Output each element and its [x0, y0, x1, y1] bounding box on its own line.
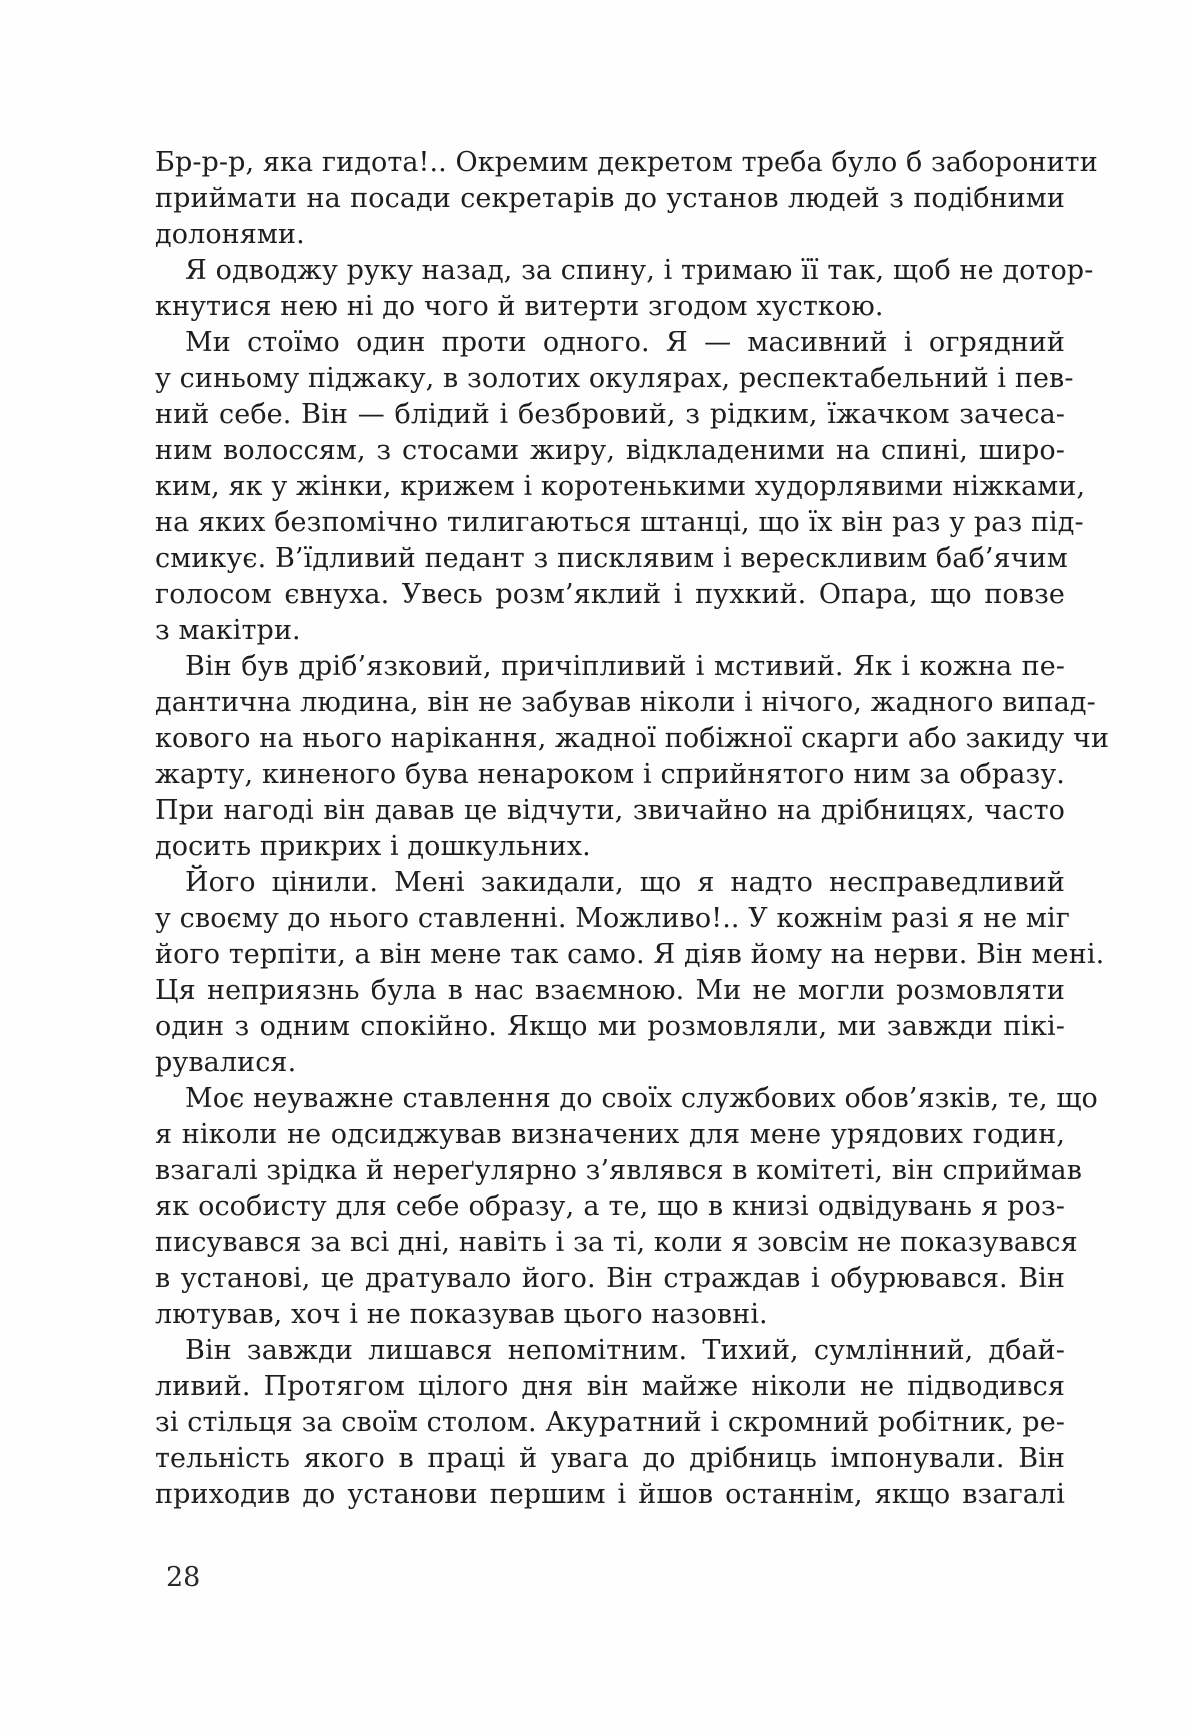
- text-line: Бр-р-р, яка гидота!.. Окремим декретом треба було б заборонити: [155, 147, 1098, 178]
- text-line: досить прикрих і дошкульних.: [155, 831, 591, 862]
- text-line: один з одним спокійно. Якщо ми розмовляли, ми завжди пікі-: [155, 1011, 1065, 1042]
- text-line: Він завжди лишався непомітним. Тихий, сумлінний, дбай-: [185, 1335, 1065, 1366]
- page-text-block: [155, 145, 1110, 1513]
- paragraph: [155, 253, 1094, 325]
- text-line: як особисту для себе образу, а те, що в книзі одвідувань я роз-: [155, 1191, 1065, 1222]
- text-line: рувалися.: [155, 1047, 297, 1078]
- paragraph: [155, 1333, 1065, 1513]
- text-line: лютував, хоч і не показував цього назовні.: [155, 1299, 768, 1330]
- text-line: з макітри.: [155, 615, 301, 646]
- text-line: писувався за всі дні, навіть і за ті, коли я зовсім не показувався: [155, 1227, 1078, 1258]
- text-line: долонями.: [155, 219, 305, 250]
- page-number: 28: [166, 1562, 201, 1593]
- paragraph: [155, 1081, 1098, 1333]
- text-line: Його цінили. Мені закидали, що я надто несправедливий: [185, 867, 1065, 898]
- text-line: кнутися нею ні до чого й витерти згодом хусткою.: [155, 291, 884, 322]
- text-line: ким, як у жінки, крижем і коротенькими худорлявими ніжками,: [155, 471, 1086, 502]
- text-line: тельність якого в праці й увага до дрібниць імпонували. Він: [155, 1443, 1065, 1474]
- text-line: смикує. В’їдливий педант з писклявим і верескливим баб’ячим: [155, 543, 1068, 574]
- paragraph: [155, 325, 1086, 649]
- page-footer: [166, 1560, 200, 1596]
- text-line: ливий. Протягом цілого дня він майже ніколи не підводився: [155, 1371, 1065, 1402]
- text-line: приймати на посади секретарів до установ людей з подібними: [155, 183, 1065, 214]
- text-line: Моє неуважне ставлення до своїх службових обов’язків, те, що: [185, 1083, 1098, 1114]
- text-line: При нагоді він давав це відчути, звичайно на дрібницях, часто: [155, 795, 1065, 826]
- text-line: на яких безпомічно тилигаються штанці, що їх він раз у раз під-: [155, 507, 1084, 538]
- text-line: зі стільця за своїм столом. Акуратний і скромний робітник, ре-: [155, 1407, 1065, 1438]
- text-line: я ніколи не одсиджував визначених для мене урядових годин,: [155, 1119, 1065, 1150]
- paragraph: [155, 649, 1110, 865]
- text-line: ним волоссям, з стосами жиру, відкладеними на спині, широ-: [155, 435, 1065, 466]
- text-line: ний себе. Він — блідий і безбровий, з рідким, їжачком зачеса-: [155, 399, 1065, 430]
- text-line: приходив до установи першим і йшов останнім, якщо взагалі: [155, 1479, 1065, 1510]
- text-line: у синьому піджаку, в золотих окулярах, респектабельний і пев-: [155, 363, 1074, 394]
- paragraph: [155, 865, 1105, 1081]
- text-line: Ця неприязнь була в нас взаємною. Ми не могли розмовляти: [155, 975, 1065, 1006]
- text-line: у своєму до нього ставленні. Можливо!.. У кожнім разі я не міг: [155, 903, 1071, 934]
- text-line: Я одводжу руку назад, за спину, і тримаю її так, щоб не дотор-: [185, 255, 1094, 286]
- text-line: Ми стоїмо один проти одного. Я — масивний і огрядний: [185, 327, 1065, 358]
- text-line: Він був дріб’язковий, причіпливий і мстивий. Як і кожна пе-: [185, 651, 1065, 682]
- paragraph: [155, 145, 1098, 253]
- text-line: його терпіти, а він мене так само. Я діяв йому на нерви. Він мені.: [155, 939, 1105, 970]
- text-line: взагалі зрідка й нереґулярно з’являвся в комітеті, він сприймав: [155, 1155, 1083, 1186]
- text-line: дантична людина, він не забував ніколи і нічого, жадного випад-: [155, 687, 1096, 718]
- text-line: голосом євнуха. Увесь розм’яклий і пухкий. Опара, що повзе: [155, 579, 1065, 610]
- text-line: кового на нього нарікання, жадної побіжної скарги або закиду чи: [155, 723, 1110, 754]
- text-line: жарту, киненого бува ненароком і сприйнятого ним за образу.: [155, 759, 1065, 790]
- text-line: в установі, це дратувало його. Він страждав і обурювався. Він: [155, 1263, 1065, 1294]
